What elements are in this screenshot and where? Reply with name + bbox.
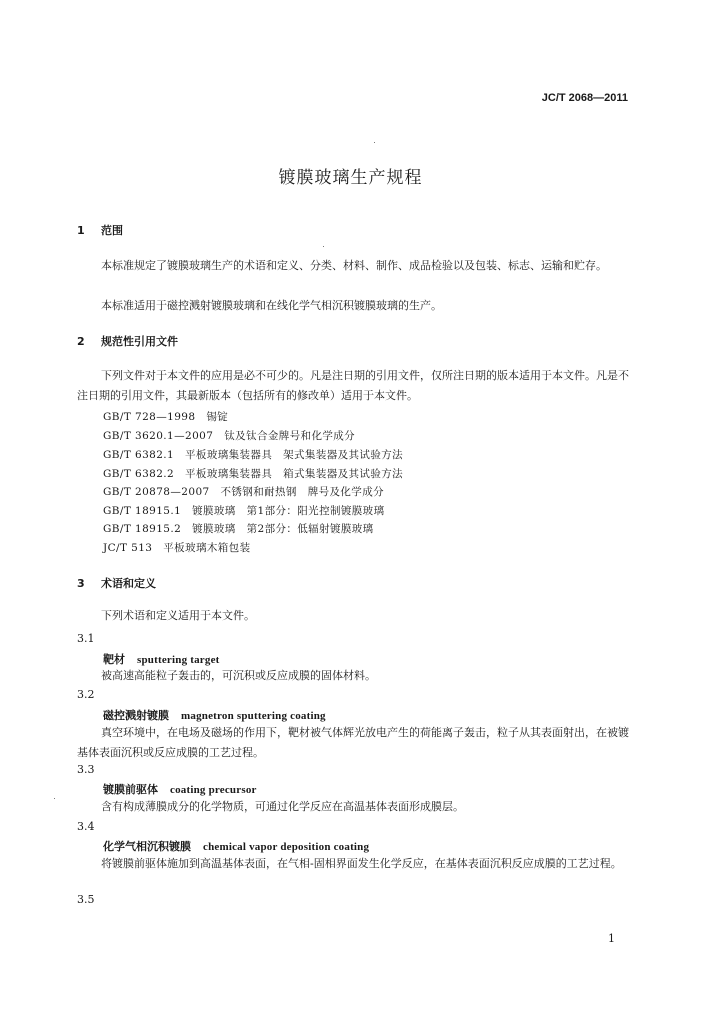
scan-speck bbox=[54, 798, 55, 799]
term-zh: 磁控溅射镀膜 bbox=[103, 709, 169, 722]
section-number: 3 bbox=[77, 577, 85, 590]
clause-number: 3.3 bbox=[77, 763, 95, 776]
term-zh: 镀膜前驱体 bbox=[103, 783, 158, 796]
term-definition: 将镀膜前驱体施加到高温基体表面，在气相-固相界面发生化学反应，在基体表面沉积反应成膜的工艺过程。 bbox=[101, 857, 622, 870]
section-title: 规范性引用文件 bbox=[101, 335, 178, 348]
page-number: 1 bbox=[608, 932, 615, 945]
reference-item: GB/T 6382.1 平板玻璃集装器具 架式集装器及其试验方法 bbox=[103, 449, 404, 461]
reference-item: GB/T 6382.2 平板玻璃集装器具 箱式集装器及其试验方法 bbox=[103, 468, 404, 480]
section-heading-terms-definitions bbox=[77, 575, 156, 591]
term-en: chemical vapor deposition coating bbox=[203, 841, 370, 853]
clause-number: 3.5 bbox=[77, 893, 95, 906]
paragraph: 本标准规定了镀膜玻璃生产的术语和定义、分类、材料、制作、成品检验以及包装、标志、运输和贮存。 bbox=[101, 259, 607, 272]
term-en: sputtering target bbox=[137, 654, 220, 666]
scan-speck bbox=[323, 246, 324, 247]
reference-item: GB/T 728—1998 锡锭 bbox=[103, 411, 229, 423]
term-heading bbox=[103, 707, 326, 723]
section-heading-normative-references bbox=[77, 333, 178, 349]
section-number: 2 bbox=[77, 335, 85, 348]
document-title: 镀膜玻璃生产规程 bbox=[278, 168, 423, 188]
section-number: 1 bbox=[77, 224, 85, 237]
reference-item: GB/T 3620.1—2007 钛及钛合金牌号和化学成分 bbox=[103, 430, 356, 442]
term-definition: 被高速高能粒子轰击的，可沉积或反应成膜的固体材料。 bbox=[101, 669, 376, 682]
clause-number: 3.1 bbox=[77, 632, 95, 645]
section-title: 术语和定义 bbox=[101, 577, 156, 590]
reference-item: GB/T 20878—2007 不锈钢和耐热钢 牌号及化学成分 bbox=[103, 486, 385, 498]
standard-code: JC/T 2068—2011 bbox=[541, 92, 628, 104]
term-heading bbox=[103, 781, 257, 797]
reference-item: GB/T 18915.1 镀膜玻璃 第1部分：阳光控制镀膜玻璃 bbox=[103, 505, 385, 517]
term-en: magnetron sputtering coating bbox=[181, 710, 326, 722]
clause-number: 3.4 bbox=[77, 820, 95, 833]
clause-number: 3.2 bbox=[77, 688, 95, 701]
term-zh: 靶材 bbox=[103, 653, 125, 666]
term-definition: 含有构成薄膜成分的化学物质，可通过化学反应在高温基体表面形成膜层。 bbox=[101, 800, 464, 813]
term-en: coating precursor bbox=[170, 784, 257, 796]
term-definition: 真空环境中，在电场及磁场的作用下，靶材被气体辉光放电产生的荷能离子轰击，粒子从其表面射出，在被镀基体表面沉积或反应成膜的工艺过程。 bbox=[77, 726, 629, 759]
scan-speck bbox=[374, 142, 375, 143]
section-heading-scope bbox=[77, 222, 123, 238]
reference-item: GB/T 18915.2 镀膜玻璃 第2部分：低辐射镀膜玻璃 bbox=[103, 523, 374, 535]
paragraph: 本标准适用于磁控溅射镀膜玻璃和在线化学气相沉积镀膜玻璃的生产。 bbox=[101, 299, 442, 312]
paragraph: 下列文件对于本文件的应用是必不可少的。凡是注日期的引用文件，仅所注日期的版本适用于本文件。凡是不注日期的引用文件，其最新版本（包括所有的修改单）适用于本文件。 bbox=[77, 369, 629, 402]
term-heading bbox=[103, 838, 369, 854]
term-zh: 化学气相沉积镀膜 bbox=[103, 840, 191, 853]
paragraph: 下列术语和定义适用于本文件。 bbox=[101, 609, 255, 622]
term-heading bbox=[103, 651, 220, 667]
section-title: 范围 bbox=[101, 224, 123, 237]
reference-item: JC/T 513 平板玻璃木箱包装 bbox=[103, 542, 251, 554]
